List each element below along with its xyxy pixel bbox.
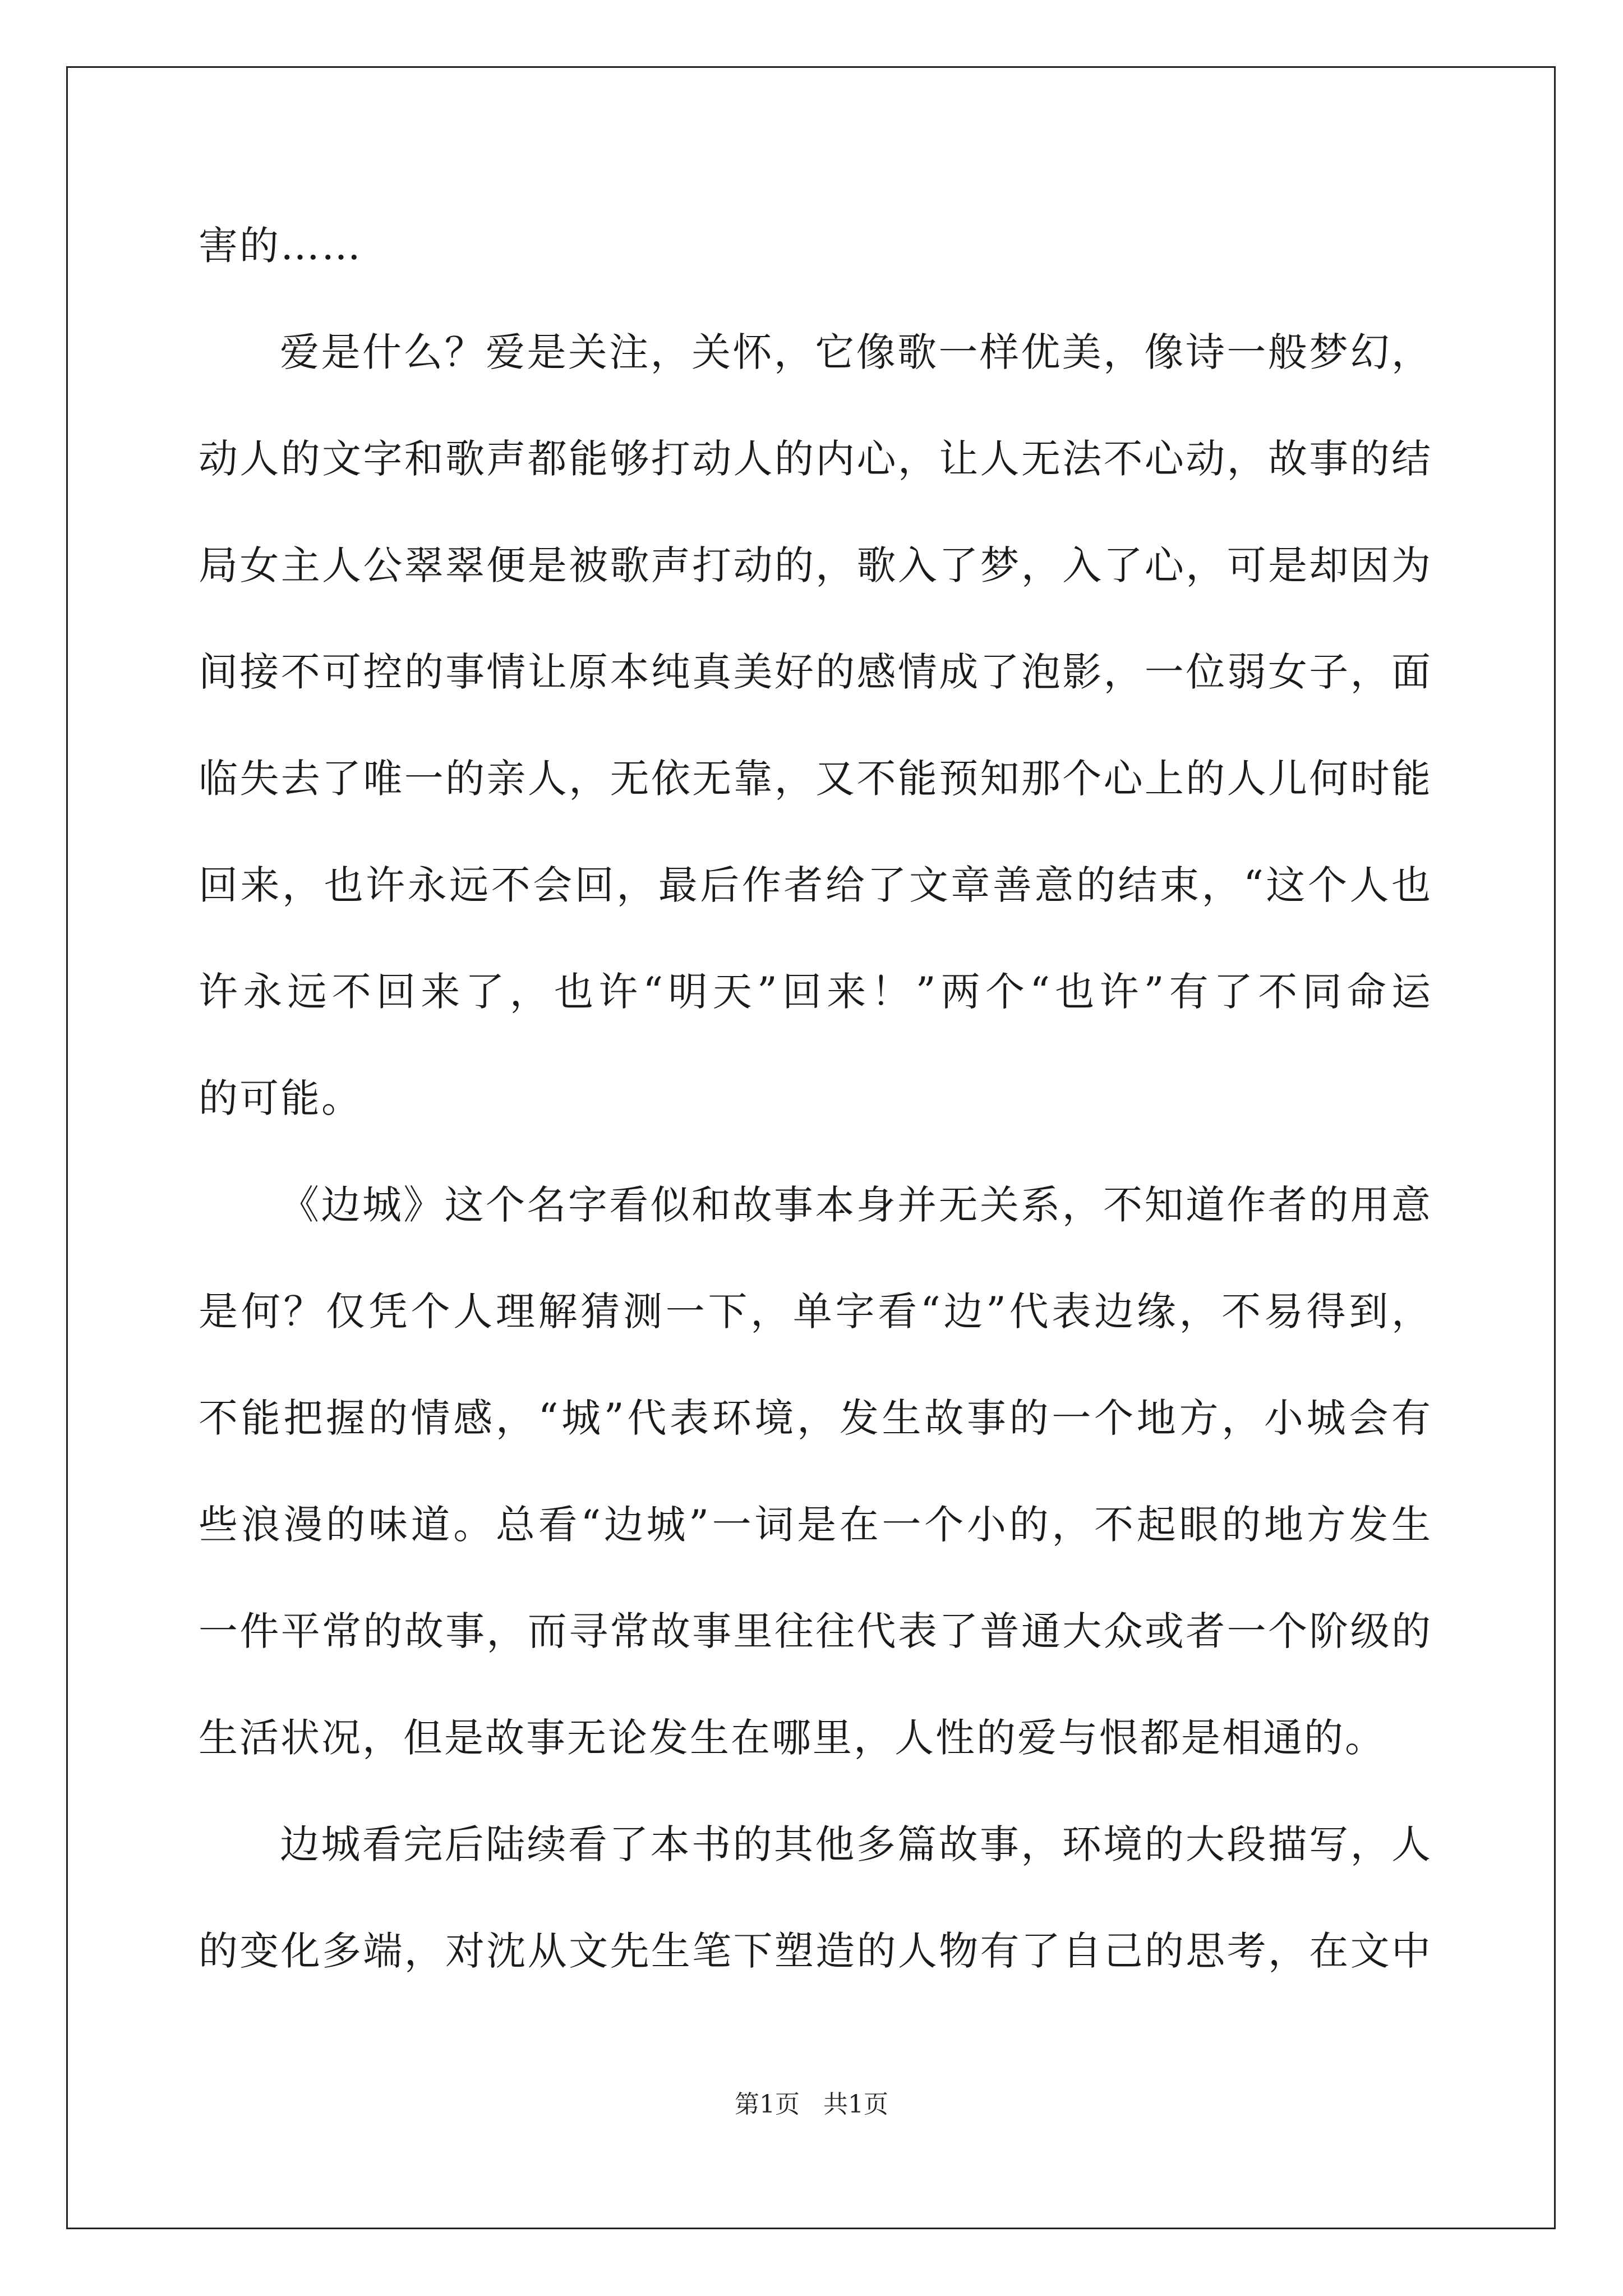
text-line: 是何？仅凭个人理解猜测一下，单字看“边”代表边缘，不易得到，: [199, 1289, 1432, 1335]
text-line: 动人的文字和歌声都能够打动人的内心，让人无法不心动，故事的结: [199, 436, 1432, 482]
text-line: 许永远不回来了，也许“明天”回来！”两个“也许”有了不同命运: [199, 969, 1432, 1015]
page-footer: [0, 2088, 1623, 2122]
text-line: 的可能。: [199, 1075, 362, 1121]
text-line: 生活状况，但是故事无论发生在哪里，人性的爱与恨都是相通的。: [199, 1715, 1386, 1761]
text-line: 回来，也许永远不会回，最后作者给了文章善意的结束，“这个人也: [199, 862, 1432, 908]
text-line: 不能把握的情感，“城”代表环境，发生故事的一个地方，小城会有: [199, 1395, 1432, 1441]
text-line: 《边城》这个名字看似和故事本身并无关系，不知道作者的用意: [280, 1182, 1432, 1228]
text-line: 的变化多端，对沈从文先生笔下塑造的人物有了自己的思考，在文中: [199, 1928, 1432, 1974]
text-line: 边城看完后陆续看了本书的其他多篇故事，环境的大段描写，人: [280, 1821, 1432, 1867]
page-total: 共1页: [823, 2090, 888, 2119]
text-line: 害的……: [199, 223, 362, 269]
text-line: 些浪漫的味道。总看“边城”一词是在一个小的，不起眼的地方发生: [199, 1502, 1432, 1548]
text-line: 间接不可控的事情让原本纯真美好的感情成了泡影，一位弱女子，面: [199, 649, 1432, 695]
page-number: 第1页: [735, 2090, 800, 2119]
text-line: 临失去了唯一的亲人，无依无靠，又不能预知那个心上的人儿何时能: [199, 756, 1432, 802]
text-line: 一件平常的故事，而寻常故事里往往代表了普通大众或者一个阶级的: [199, 1608, 1432, 1654]
text-line: 爱是什么？爱是关注，关怀，它像歌一样优美，像诗一般梦幻，: [280, 329, 1432, 375]
text-line: 局女主人公翠翠便是被歌声打动的，歌入了梦，入了心，可是却因为: [199, 542, 1432, 588]
document-body: [199, 212, 1432, 2024]
